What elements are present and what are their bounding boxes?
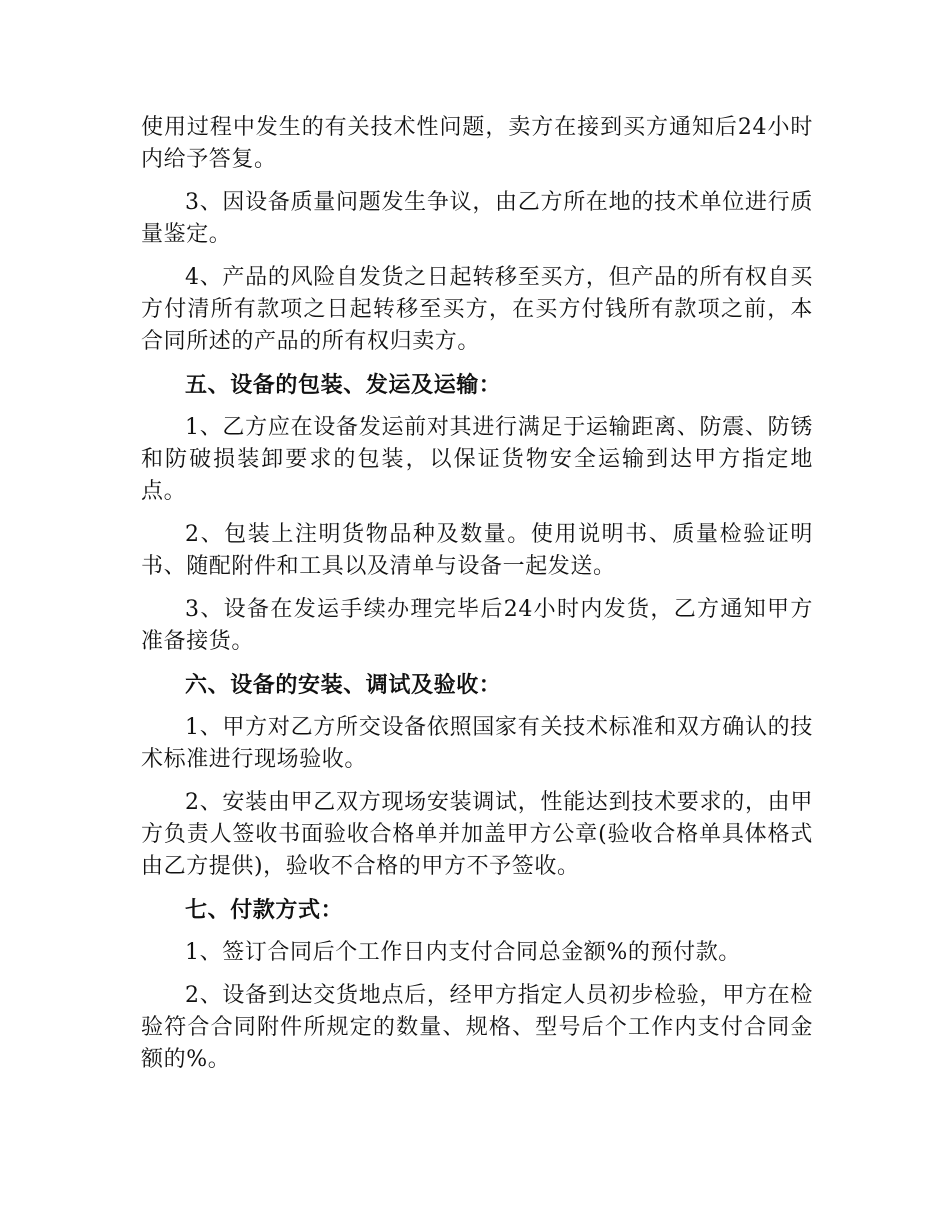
paragraph-clause-6-2: 2、安装由甲乙双方现场安装调试，性能达到技术要求的，由甲方负责人签收书面验收合格单并加盖甲方公章(验收合格单具体格式由乙方提供)，验收不合格的甲方不予签收。 bbox=[141, 790, 813, 879]
paragraph-clause-6-1: 1、甲方对乙方所交设备依照国家有关技术标准和双方确认的技术标准进行现场验收。 bbox=[141, 715, 813, 772]
paragraph-clause-5-2: 2、包装上注明货物品种及数量。使用说明书、质量检验证明书、随配附件和工具以及清单与设备一起发送。 bbox=[141, 522, 813, 579]
paragraph-clause-4-4: 4、产品的风险自发货之日起转移至买方，但产品的所有权自买方付清所有款项之日起转移至买方，在买方付钱所有款项之前，本合同所述的产品的所有权归卖方。 bbox=[141, 265, 813, 354]
paragraph-clause-4-3: 3、因设备质量问题发生争议，由乙方所在地的技术单位进行质量鉴定。 bbox=[141, 190, 813, 247]
section-heading-6: 六、设备的安装、调试及验收： bbox=[185, 672, 502, 698]
paragraph-clause-7-1: 1、签订合同后个工作日内支付合同总金额%的预付款。 bbox=[185, 940, 741, 965]
paragraph-clause-5-3: 3、设备在发运手续办理完毕后24小时内发货，乙方通知甲方准备接货。 bbox=[141, 597, 813, 654]
paragraph-clause-5-1: 1、乙方应在设备发运前对其进行满足于运输距离、防震、防锈和防破损装卸要求的包装，以保证货物安全运输到达甲方指定地点。 bbox=[141, 415, 813, 504]
section-heading-7: 七、付款方式： bbox=[185, 897, 344, 923]
document-page bbox=[141, 112, 813, 1087]
paragraph-clause-7-2: 2、设备到达交货地点后，经甲方指定人员初步检验，甲方在检验符合合同附件所规定的数量、规格、型号后个工作内支付合同金额的%。 bbox=[141, 983, 813, 1072]
section-heading-5: 五、设备的包装、发运及运输： bbox=[185, 372, 502, 398]
paragraph-continuation: 使用过程中发生的有关技术性问题，卖方在接到买方通知后24小时内给予答复。 bbox=[141, 115, 813, 172]
